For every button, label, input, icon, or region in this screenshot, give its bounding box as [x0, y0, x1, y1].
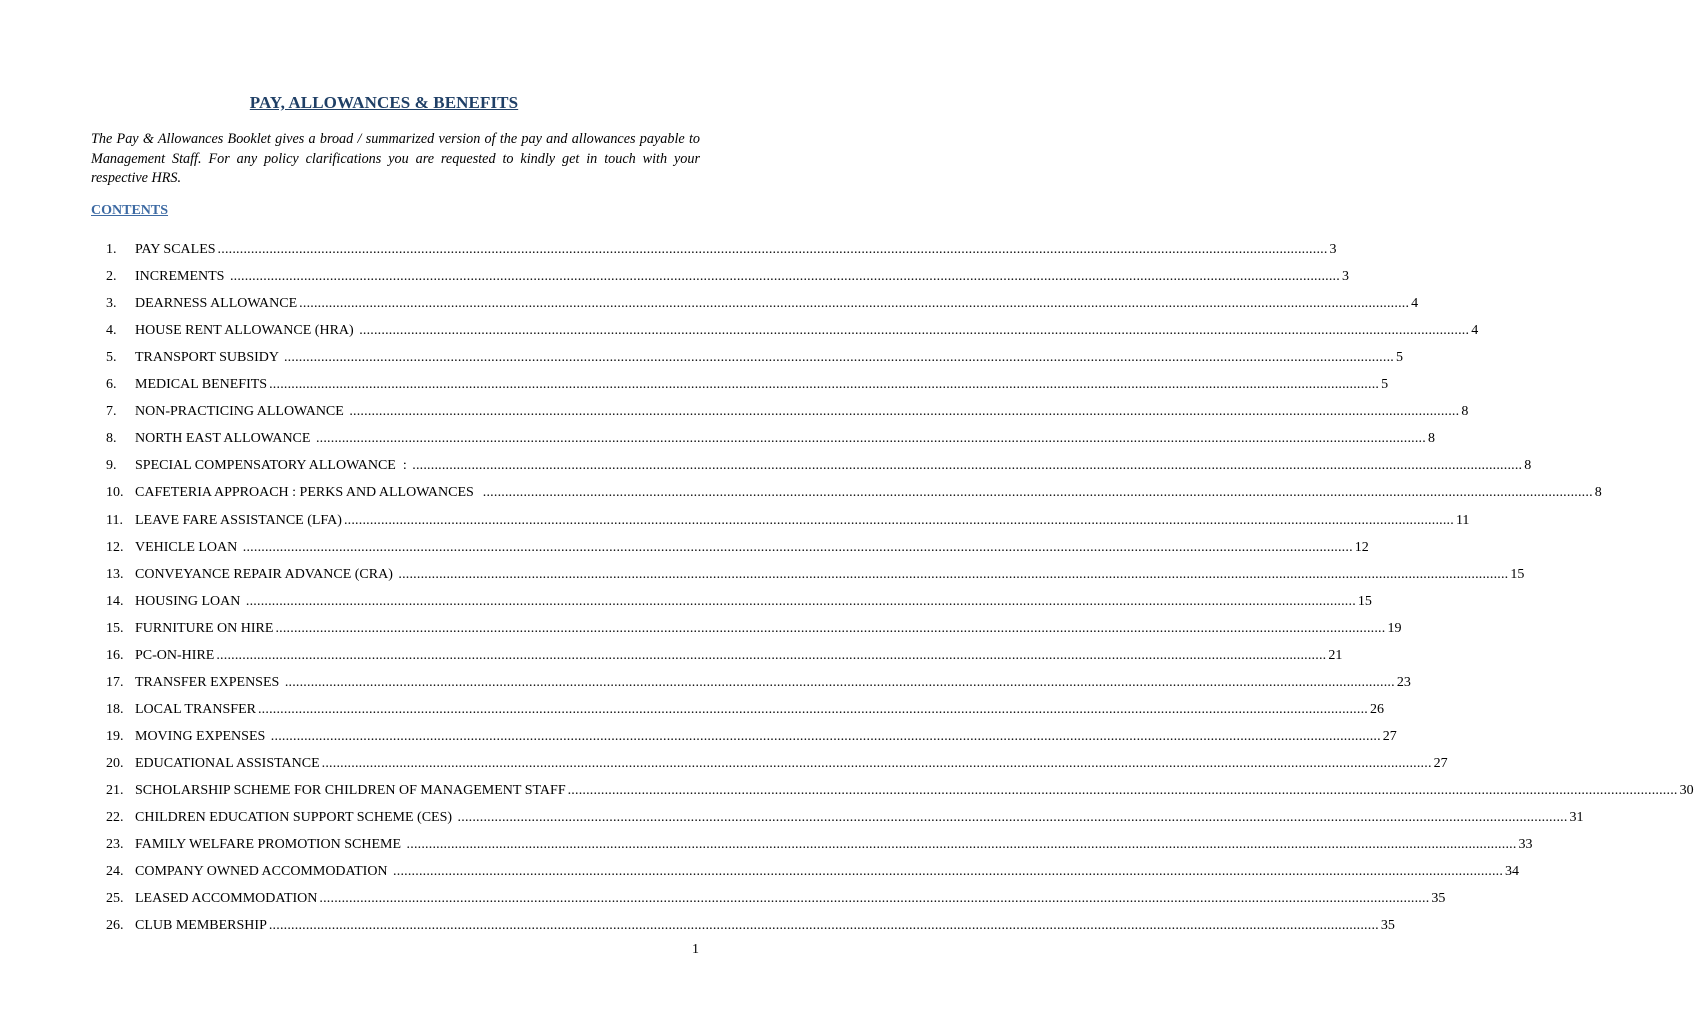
toc-entry-line	[135, 538, 1369, 558]
toc-entry-page: 3	[1329, 242, 1337, 257]
toc-entry[interactable]	[0, 321, 1479, 341]
toc-entry[interactable]	[0, 619, 1402, 639]
toc-dot-leader: ............................................................................................................................................................................................................................................................................................................	[457, 810, 1568, 826]
toc-dot-leader: ............................................................................................................................................................................................................................................................................................................	[349, 404, 1460, 420]
toc-entry-line	[135, 754, 1448, 774]
toc-dot-leader: ............................................................................................................................................................................................................................................................................................................	[406, 837, 1517, 853]
toc-entry-label: DEARNESS ALLOWANCE	[135, 296, 298, 312]
toc-entry-line	[135, 429, 1435, 449]
toc-entry-label: LEASED ACCOMMODATION	[135, 891, 318, 907]
toc-entry-number: 23.	[106, 837, 124, 853]
toc-entry-line	[135, 862, 1520, 882]
toc-entry-page: 8	[1594, 485, 1602, 501]
toc-entry-line	[135, 483, 1602, 503]
toc-dot-leader: ............................................................................................................................................................................................................................................................................................................	[216, 647, 1327, 663]
toc-entry-page: 12	[1354, 539, 1369, 555]
toc-entry-line	[135, 646, 1343, 666]
toc-entry[interactable]	[0, 240, 1337, 260]
toc-entry-page: 4	[1471, 323, 1479, 339]
toc-dot-leader: ............................................................................................................................................................................................................................................................................................................	[482, 485, 1593, 501]
toc-entry-number: 12.	[106, 539, 124, 555]
toc-entry-label: INCREMENTS	[135, 269, 228, 285]
toc-dot-leader: ............................................................................................................................................................................................................................................................................................................	[315, 431, 1426, 447]
toc-entry[interactable]	[0, 511, 1470, 531]
toc-entry-page: 21	[1328, 647, 1343, 663]
toc-entry-page: 8	[1524, 458, 1532, 474]
toc-entry[interactable]	[0, 538, 1369, 558]
toc-entry-label: EDUCATIONAL ASSISTANCE	[135, 755, 320, 771]
toc-entry[interactable]	[0, 565, 1525, 585]
toc-entry[interactable]	[0, 808, 1584, 828]
toc-dot-leader: ............................................................................................................................................................................................................................................................................................................	[283, 350, 1394, 366]
toc-entry-line	[135, 835, 1533, 855]
toc-entry[interactable]	[0, 294, 1419, 314]
toc-entry-number: 25.	[106, 891, 124, 907]
toc-dot-leader: ............................................................................................................................................................................................................................................................................................................	[245, 593, 1356, 609]
toc-dot-leader: ............................................................................................................................................................................................................................................................................................................	[270, 728, 1381, 744]
toc-entry-number: 20.	[106, 755, 124, 771]
toc-entry-page: 30	[1679, 783, 1694, 798]
toc-entry-number: 8.	[106, 431, 117, 447]
toc-entry-page: 31	[1569, 810, 1584, 826]
toc-entry[interactable]	[0, 402, 1469, 422]
toc-entry-label: MOVING EXPENSES	[135, 728, 269, 744]
toc-dot-leader: ............................................................................................................................................................................................................................................................................................................	[242, 539, 1353, 555]
toc-dot-leader: ............................................................................................................................................................................................................................................................................................................	[275, 620, 1386, 636]
toc-dot-leader: ............................................................................................................................................................................................................................................................................................................	[398, 566, 1509, 582]
toc-entry[interactable]	[0, 916, 1395, 936]
toc-entry-number: 10.	[106, 485, 124, 501]
toc-entry-number: 2.	[106, 269, 117, 285]
toc-entry[interactable]	[0, 727, 1397, 747]
toc-entry-page: 8	[1461, 404, 1469, 420]
toc-entry-line	[135, 375, 1389, 395]
toc-dot-leader: ............................................................................................................................................................................................................................................................................................................	[319, 891, 1430, 907]
toc-entry[interactable]	[0, 483, 1602, 503]
toc-dot-leader: ............................................................................................................................................................................................................................................................................................................	[359, 323, 1470, 339]
toc-entry-line	[135, 402, 1469, 422]
toc-dot-leader: ............................................................................................................................................................................................................................................................................................................	[321, 755, 1432, 771]
toc-entry-line	[135, 808, 1584, 828]
toc-entry-label: MEDICAL BENEFITS	[135, 377, 268, 393]
toc-entry-line	[135, 889, 1446, 909]
toc-dot-leader: ............................................................................................................................................................................................................................................................................................................	[567, 783, 1678, 798]
toc-entry-number: 19.	[106, 728, 124, 744]
toc-entry-number: 15.	[106, 620, 124, 636]
toc-entry-label: TRANSFER EXPENSES	[135, 674, 283, 690]
toc-entry-number: 26.	[106, 918, 124, 934]
toc-entry-page: 4	[1411, 296, 1419, 312]
toc-dot-leader: ............................................................................................................................................................................................................................................................................................................	[257, 701, 1368, 717]
toc-dot-leader: ............................................................................................................................................................................................................................................................................................................	[269, 377, 1380, 393]
toc-entry-label: COMPANY OWNED ACCOMMODATION	[135, 864, 392, 880]
toc-entry-label: VEHICLE LOAN	[135, 539, 241, 555]
toc-entry-line	[135, 700, 1384, 720]
toc-entry[interactable]	[0, 673, 1411, 693]
contents-heading: CONTENTS	[91, 203, 169, 218]
toc-entry-number: 6.	[106, 377, 117, 393]
toc-entry-line	[135, 727, 1397, 747]
toc-entry-label: SPECIAL COMPENSATORY ALLOWANCE :	[135, 458, 411, 474]
toc-entry-line	[135, 321, 1479, 341]
toc-entry-number: 3.	[106, 296, 117, 312]
toc-entry[interactable]	[0, 646, 1343, 666]
toc-entry-page: 15	[1510, 566, 1525, 582]
toc-entry-label: PC-ON-HIRE	[135, 647, 215, 663]
toc-dot-leader: ............................................................................................................................................................................................................................................................................................................	[229, 269, 1340, 285]
toc-entry-label: SCHOLARSHIP SCHEME FOR CHILDREN OF MANAGEMENT STAFF	[135, 783, 566, 798]
toc-entry-page: 19	[1387, 620, 1402, 636]
toc-entry-line	[135, 348, 1403, 368]
toc-dot-leader: ............................................................................................................................................................................................................................................................................................................	[217, 242, 1328, 257]
toc-entry-page: 3	[1341, 269, 1349, 285]
toc-entry-label: LOCAL TRANSFER	[135, 701, 256, 717]
toc-entry-label: CLUB MEMBERSHIP	[135, 918, 267, 934]
toc-entry-page: 35	[1431, 891, 1446, 907]
toc-dot-leader: ............................................................................................................................................................................................................................................................................................................	[393, 864, 1504, 880]
toc-entry-label: CAFETERIA APPROACH : PERKS AND ALLOWANCES	[135, 485, 481, 501]
toc-entry-page: 8	[1427, 431, 1435, 447]
toc-entry-number: 18.	[106, 701, 124, 717]
toc-entry-line	[135, 294, 1419, 314]
toc-entry-line	[135, 240, 1337, 260]
toc-entry-number: 1.	[106, 242, 117, 257]
toc-entry-page: 5	[1395, 350, 1403, 366]
toc-entry-number: 5.	[106, 350, 117, 366]
toc-entry-line	[135, 565, 1525, 585]
toc-entry-line	[135, 673, 1411, 693]
toc-entry-page: 35	[1380, 918, 1395, 934]
page-number: 1	[692, 942, 699, 957]
toc-entry-line	[135, 619, 1402, 639]
toc-entry-number: 22.	[106, 810, 124, 826]
toc-entry-page: 23	[1396, 674, 1411, 690]
toc-entry-label: NON-PRACTICING ALLOWANCE	[135, 404, 348, 420]
toc-entry-number: 13.	[106, 566, 124, 582]
toc-entry[interactable]	[0, 700, 1384, 720]
toc-entry-label: LEAVE FARE ASSISTANCE (LFA)	[135, 512, 342, 528]
toc-entry-number: 21.	[106, 783, 124, 798]
toc-entry[interactable]	[0, 781, 1694, 801]
toc-entry-line	[135, 592, 1372, 612]
toc-entry-page: 27	[1433, 755, 1448, 771]
toc-entry-number: 11.	[106, 512, 123, 528]
toc-entry-label: FURNITURE ON HIRE	[135, 620, 274, 636]
toc-entry[interactable]	[0, 889, 1446, 909]
toc-entry-label: PAY SCALES	[135, 242, 216, 257]
toc-entry-label: CHILDREN EDUCATION SUPPORT SCHEME (CES)	[135, 810, 456, 826]
toc-entry[interactable]	[0, 754, 1448, 774]
toc-entry[interactable]	[0, 456, 1532, 476]
toc-entry-label: CONVEYANCE REPAIR ADVANCE (CRA)	[135, 566, 397, 582]
toc-dot-leader: ............................................................................................................................................................................................................................................................................................................	[268, 918, 1379, 934]
toc-entry-number: 4.	[106, 323, 117, 339]
toc-entry[interactable]	[0, 592, 1372, 612]
toc-entry-label: HOUSE RENT ALLOWANCE (HRA)	[135, 323, 358, 339]
toc-entry-line	[135, 456, 1532, 476]
toc-entry-line	[135, 916, 1395, 936]
toc-entry-line	[135, 267, 1349, 287]
toc-entry-number: 14.	[106, 593, 124, 609]
toc-entry-page: 5	[1381, 377, 1389, 393]
toc-entry[interactable]	[0, 429, 1435, 449]
toc-entry-number: 17.	[106, 674, 124, 690]
toc-entry-label: FAMILY WELFARE PROMOTION SCHEME	[135, 837, 405, 853]
toc-entry-label: NORTH EAST ALLOWANCE	[135, 431, 314, 447]
toc-entry[interactable]	[0, 348, 1403, 368]
toc-entry-page: 15	[1357, 593, 1372, 609]
toc-entry-page: 26	[1369, 701, 1384, 717]
toc-entry[interactable]	[0, 375, 1389, 395]
toc-entry-number: 16.	[106, 647, 124, 663]
toc-entry-label: HOUSING LOAN	[135, 593, 244, 609]
toc-entry-line	[135, 511, 1470, 531]
toc-dot-leader: ............................................................................................................................................................................................................................................................................................................	[343, 512, 1454, 528]
toc-entry-number: 24.	[106, 864, 124, 880]
toc-entry-page: 27	[1382, 728, 1397, 744]
toc-dot-leader: ............................................................................................................................................................................................................................................................................................................	[412, 458, 1523, 474]
toc-entry-label: TRANSPORT SUBSIDY	[135, 350, 282, 366]
toc-entry-number: 7.	[106, 404, 117, 420]
toc-entry[interactable]	[0, 862, 1520, 882]
toc-dot-leader: ............................................................................................................................................................................................................................................................................................................	[299, 296, 1410, 312]
intro-paragraph: The Pay & Allowances Booklet gives a broad / summarized version of the pay and allowances payable to Management Staff. For any policy clarifications you are requested to kindly get in touch with your respective HRS.	[91, 131, 700, 186]
toc-dot-leader: ............................................................................................................................................................................................................................................................................................................	[284, 674, 1395, 690]
toc-entry[interactable]	[0, 835, 1533, 855]
toc-entry-page: 33	[1518, 837, 1533, 853]
toc-entry-number: 9.	[106, 458, 117, 474]
toc-entry-line	[135, 781, 1694, 801]
page-title: PAY, ALLOWANCES & BENEFITS	[249, 93, 519, 112]
toc-entry-page: 11	[1455, 512, 1470, 528]
toc-entry-page: 34	[1505, 864, 1520, 880]
toc-entry[interactable]	[0, 267, 1349, 287]
